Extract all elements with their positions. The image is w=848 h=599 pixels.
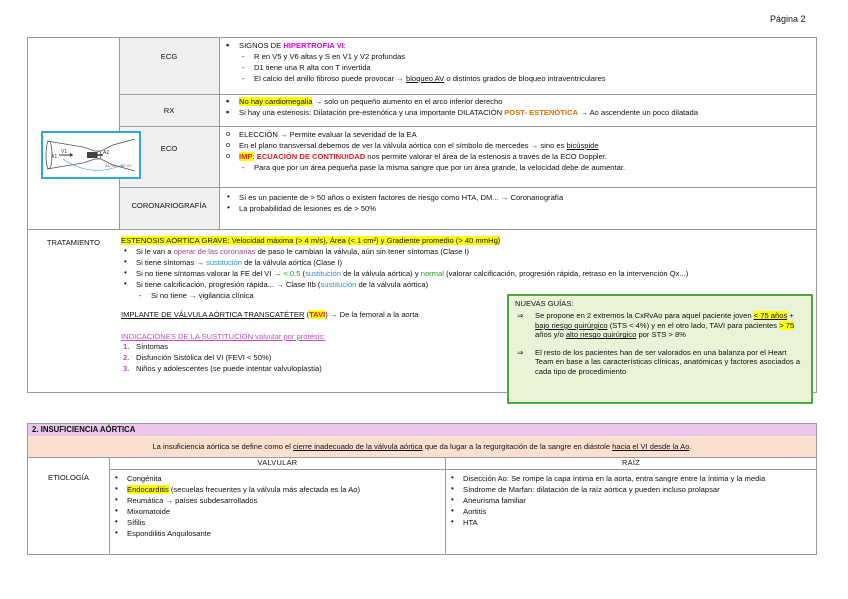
raiz-item: • Aneurisma familiar [448,496,814,505]
tratamiento-item: • Si tiene calcificación, progresión rápida... → Clase IIb (sustitución de la válvula aórtica) [121,280,815,289]
guia-item: ⇒ Se propone en 2 extremos la CxRvAo para aquel paciente joven < 75 años + bajo riesgo quirúrgico (STS < 4%) y en el otro lado, TAVI para pacientes > 75 años y/o alto riesgo quirúrgico por STS > 8% [517,311,795,340]
row-label-rx: RX [163,106,175,115]
coronario-item: • La probabilidad de lesiones es de > 50% [224,204,814,213]
ecg-item: - El calcio del anillo fibroso puede provocar → bloqueo AV o distintos grados de bloqueo intraventriculares [224,74,814,83]
label-a1: A1 [51,154,58,160]
continuity-equation-diagram [41,131,141,179]
ecg-content [224,41,814,85]
valvular-item: • Endocarditis (secuelas frecuentes y la válvula más afectada es la Ao) [112,485,442,494]
tratamiento-item: - Si no tiene → vigilancia clínica [121,291,815,300]
indicaciones-title: INDICACIONES DE LA SUSTITUCIÓN valvular por prótesis: [121,331,326,341]
double-arrow-icon: ⇒ [517,311,524,321]
valvular-item: • Sífilis [112,518,442,527]
insuficiencia-aortica-table [27,423,817,555]
indicacion-item: 1. Síntomas [123,342,169,352]
definicion: La insuficiencia aórtica se define como el cierre inadecuado de la válvula aórtica que da lugar a la regurgitación de la sangre en diástole hacia el VI desde la Ao. [28,436,816,457]
rx-item: ▪ Si hay una estenosis: Dilatación pre-estenótica y una importante DILATACIÓN POST- ESTENÓTICA → Ao ascendente un poco dilatada [224,108,814,117]
row-label-eco: ECO [160,144,178,153]
tratamiento-item: • Si le van a operar de las coronarias de paso le cambian la válvula, aún sin tener síntomas (Clase I) [121,247,815,256]
ecg-item: - R en V5 y V6 altas y S en V1 y V2 profundas [224,52,814,61]
page-number: Página 2 [770,14,806,24]
rx-item: ▪ No hay cardiomegalia → solo un pequeño aumento en el arco inferior derecho [224,97,814,106]
eco-item: - Para que por un área pequeña pase la misma sangre que por un área grande, la velocidad debe de aumentar. [224,163,814,172]
row-label-ecg: ECG [160,52,178,61]
guias-title: NUEVAS GUÍAS: [515,299,574,308]
ecg-heading: ▪ SIGNOS DE HIPERTROFIA VI: [224,41,814,50]
indicacion-item: 3. Niños y adolescentes (se puede intentar valvuloplastia) [123,364,322,374]
label-a2: A2 [103,150,110,156]
col-header-raiz: RAÍZ [621,458,641,467]
row-label-tratamiento: TRATAMIENTO [46,238,101,247]
valvular-item: • Congénita [112,474,442,483]
coronariografia-content [224,193,814,215]
raiz-item: • Aortitis [448,507,814,516]
continuity-formula: A1·V1 = A2·V2 [105,163,132,168]
raiz-item: • Disección Ao: Se rompe la capa íntima en la aorta, entra sangre entre la íntima y la media [448,474,814,483]
indicacion-item: 2. Disfunción Sistólica del VI (FEVI < 50%) [123,353,272,363]
coronario-item: • Sí es un paciente de > 50 años o existen factores de riesgo como HTA, DM... → Coronariografía [224,193,814,202]
eco-item: o IMP: ECUACIÓN DE CONTINUIDAD nos permite valorar el área de la estenosis a través de la ECO Doppler. [224,152,814,161]
valvular-item: • Mixomatoide [112,507,442,516]
tratamiento-item: • Si tiene síntomas → sustitución de la válvula aórtica (Clase I) [121,258,815,267]
rx-content [224,97,814,119]
label-v1: V1 [61,149,68,155]
ecg-item: - D1 tiene una R alta con T invertida [224,63,814,72]
section-title: 2. INSUFICIENCIA AÓRTICA [28,424,816,436]
eco-item: o ELECCIÓN → Permite evaluar la severidad de la EA [224,130,814,139]
col-header-valvular: VALVULAR [257,458,298,467]
valvular-item: • Espondilitis Anquilosante [112,529,442,538]
valvular-list [112,474,442,540]
double-arrow-icon: ⇒ [517,347,524,357]
eco-content [224,130,814,174]
valvular-item: • Reumática → países subdesarrollados [112,496,442,505]
tavi-line: IMPLANTE DE VÁLVULA AÓRTICA TRANSCATÉTER (TAVI) → De la femoral a la aorta [121,310,419,320]
tratamiento-item: • Si no tiene síntomas valorar la FE del VI → < 0.5 (sustitución de la válvula aórtica) y normal (valorar calcificación, progresión rápida, retraso en la intervención Qx...) [121,269,815,278]
row-label-coronariografia: CORONARIOGRAFÍA [131,201,207,210]
row-label-etiologia: ETIOLOGÍA [48,473,89,482]
raiz-list [448,474,814,529]
estenosis-grave-line: ESTENOSIS AÓRTICA GRAVE: Velocidad máxima (> 4 m/s), Área (< 1 cm²) y Gradiente promedio (> 40 mmHg) [121,236,501,245]
stenosis-flow-illustration [43,133,139,177]
nuevas-guias-box [507,294,813,404]
raiz-item: • HTA [448,518,814,527]
eco-item: o En el plano transversal debemos de ver la válvula aórtica con el símbolo de mercedes → sino es bicúspide [224,141,814,150]
guia-item: ⇒ El resto de los pacientes han de ser valorados en una balanza por el Heart Team en base a las características clínicas, anatómicas y factores asociados a cada tipo de procedimiento [517,347,801,376]
raiz-item: • Síndrome de Marfan: dilatación de la raíz aórtica y pueden incluso prolapsar [448,485,814,494]
